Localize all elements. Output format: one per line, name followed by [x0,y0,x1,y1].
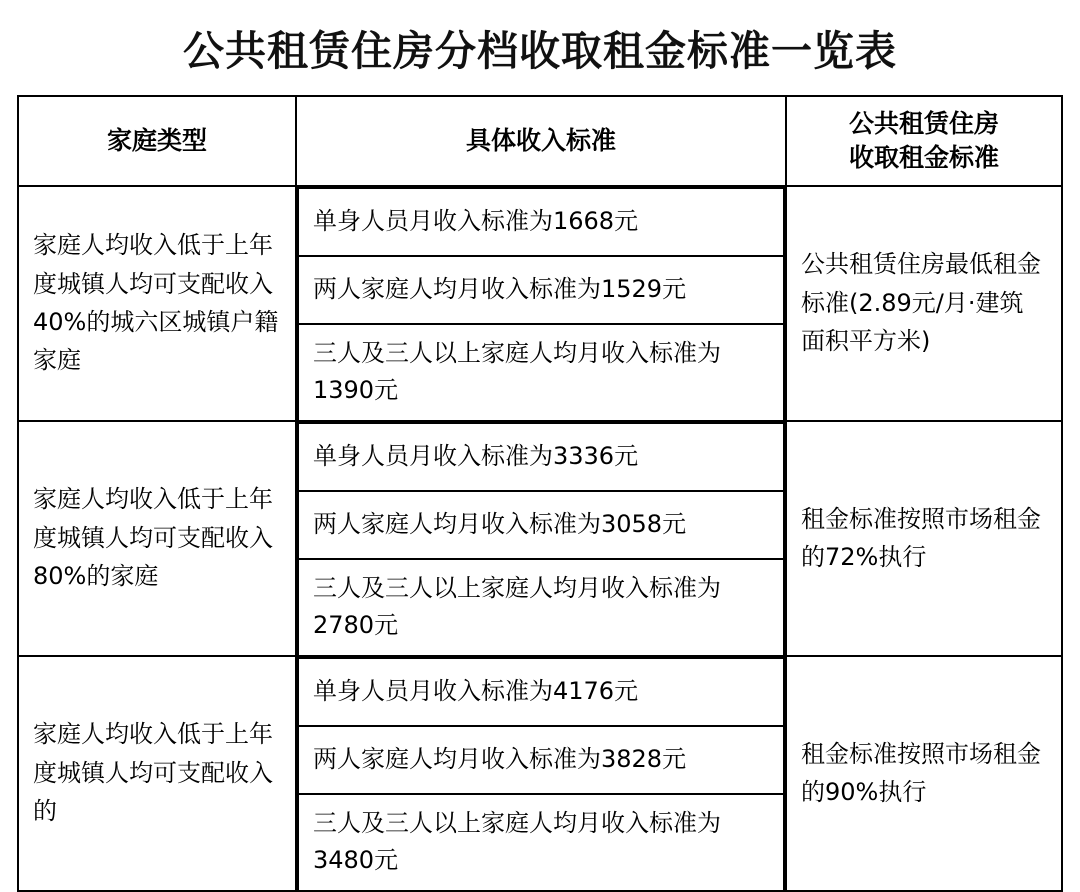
income-standard-list [297,422,785,655]
column-header-family-type: 家庭类型 [18,96,296,186]
list-item [298,658,784,726]
list-item [298,491,784,559]
list-item [298,726,784,794]
column-header-rent-standard-line1: 公共租赁住房 [848,109,999,138]
column-header-income-standard: 具体收入标准 [296,96,786,186]
table-row [18,186,1062,421]
table-header-row [18,96,1062,186]
income-standard-list [297,187,785,420]
income-standard-three-plus: 三人及三人以上家庭人均月收入标准为1390元 [298,324,784,420]
list-item [298,794,784,890]
income-standard-single: 单身人员月收入标准为4176元 [298,658,784,726]
page-title: 公共租赁住房分档收取租金标准一览表 [183,27,897,75]
income-standard-two-person: 两人家庭人均月收入标准为3828元 [298,726,784,794]
rent-standard-cell: 公共租赁住房最低租金标准(2.89元/月·建筑面积平方米) [786,186,1062,421]
rent-standard-cell: 租金标准按照市场租金的72%执行 [786,421,1062,656]
income-standard-cell [296,186,786,421]
family-type-cell: 家庭人均收入低于上年度城镇人均可支配收入的 [18,656,296,891]
family-type-cell: 家庭人均收入低于上年度城镇人均可支配收入 80%的家庭 [18,421,296,656]
list-item [298,256,784,324]
column-header-rent-standard-line2: 收取租金标准 [848,142,999,172]
list-item [298,188,784,256]
income-standard-cell [296,421,786,656]
list-item [298,324,784,420]
table-row [18,656,1062,891]
rent-standard-cell: 租金标准按照市场租金的90%执行 [786,656,1062,891]
list-item [298,559,784,655]
column-header-rent-standard [786,96,1062,186]
list-item [298,423,784,491]
income-standard-single: 单身人员月收入标准为3336元 [298,423,784,491]
table-row [18,421,1062,656]
table-body [18,186,1062,891]
income-standard-two-person: 两人家庭人均月收入标准为1529元 [298,256,784,324]
income-standard-cell [296,656,786,891]
family-type-cell: 家庭人均收入低于上年度城镇人均可支配收入 40%的城六区城镇户籍家庭 [18,186,296,421]
rent-standard-table [17,95,1063,892]
income-standard-three-plus: 三人及三人以上家庭人均月收入标准为2780元 [298,559,784,655]
table-header [18,96,1062,186]
income-standard-single: 单身人员月收入标准为1668元 [298,188,784,256]
income-standard-list [297,657,785,890]
income-standard-two-person: 两人家庭人均月收入标准为3058元 [298,491,784,559]
income-standard-three-plus: 三人及三人以上家庭人均月收入标准为3480元 [298,794,784,890]
